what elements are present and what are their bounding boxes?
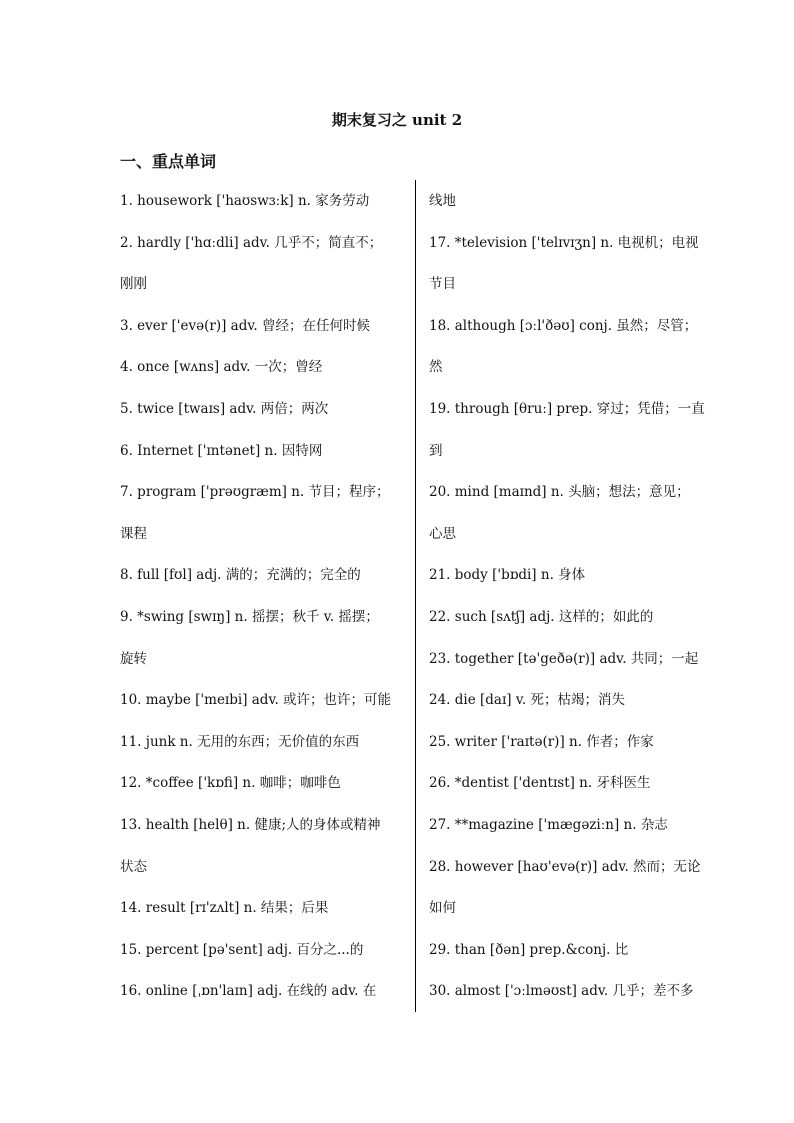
vocab-entry: 24. die [daɪ] v. 死；枯竭；消失	[429, 692, 625, 709]
vocab-entry: 18. although [ɔːl'ðəʊ] conj. 虽然；尽管；	[429, 317, 698, 334]
vocab-entry-continuation: 状态	[120, 858, 147, 875]
vocab-entry: 11. junk n. 无用的东西；无价值的东西	[120, 733, 360, 750]
vocab-entry: 10. maybe ['meɪbi] adv. 或许；也许；可能	[120, 692, 392, 709]
vocab-entry: 14. result [rɪ'zʌlt] n. 结果；后果	[120, 900, 329, 917]
vocab-entry: 20. mind [maɪnd] n. 头脑；想法；意见；	[429, 484, 690, 501]
vocab-entry: 4. once [wʌns] adv. 一次；曾经	[120, 359, 323, 376]
vocab-entry: 26. *dentist ['dentɪst] n. 牙科医生	[429, 775, 651, 792]
vocab-entry: 6. Internet ['ɪntənet] n. 因特网	[120, 442, 323, 459]
vocab-entry: 30. almost ['ɔːlməʊst] adv. 几乎；差不多	[429, 983, 694, 1000]
column-divider	[415, 180, 416, 1012]
vocab-entry: 22. such [sʌtʃ] adj. 这样的；如此的	[429, 608, 654, 625]
vocab-entry: 12. *coffee ['kɒfi] n. 咖啡；咖啡色	[120, 775, 341, 792]
vocab-entry: 19. through [θruː] prep. 穿过；凭借；一直	[429, 400, 705, 417]
vocab-entry: 13. health [helθ] n. 健康;人的身体或精神	[120, 816, 381, 833]
document-title: 期末复习之 unit 2	[331, 111, 463, 129]
vocab-entry: 7. program ['prəʊgræm] n. 节目；程序；	[120, 484, 390, 501]
vocab-entry: 5. twice [twaɪs] adv. 两倍；两次	[120, 400, 329, 417]
vocab-entry: 29. than [ðən] prep.&conj. 比	[429, 941, 629, 958]
vocab-entry: 21. body ['bɒdi] n. 身体	[429, 567, 586, 584]
vocab-entry-continuation: 节目	[429, 276, 456, 293]
vocab-entry: 8. full [fʊl] adj. 满的；充满的；完全的	[120, 567, 361, 584]
vocab-entry-continuation: 课程	[120, 525, 147, 542]
vocab-entry: 2. hardly ['hɑːdli] adv. 几乎不；简直不；	[120, 234, 383, 251]
section-heading: 一、重点单词	[120, 152, 217, 171]
vocab-entry: 25. writer ['raɪtə(r)] n. 作者；作家	[429, 733, 654, 750]
vocab-entry-continuation: 然	[429, 359, 443, 376]
vocab-entry: 15. percent [pə'sent] adj. 百分之...的	[120, 941, 364, 958]
vocab-entry-continuation: 旋转	[120, 650, 147, 667]
vocab-entry: 28. however [haʊ'evə(r)] adv. 然而；无论	[429, 858, 701, 875]
vocab-entry-continuation: 刚刚	[120, 276, 147, 293]
vocab-entry: 9. *swing [swɪŋ] n. 摇摆；秋千 v. 摇摆；	[120, 608, 379, 625]
vocab-entry: 27. **magazine ['mægəziːn] n. 杂志	[429, 816, 668, 833]
vocab-entry-continuation: 到	[429, 442, 443, 459]
vocab-entry: 1. housework ['haʊswɜːk] n. 家务劳动	[120, 193, 370, 209]
vocab-entry: 3. ever ['evə(r)] adv. 曾经；在任何时候	[120, 317, 370, 334]
vocab-entry-continuation: 如何	[429, 900, 456, 917]
vocab-entry: 17. *television ['telɪvɪʒn] n. 电视机；电视	[429, 234, 699, 251]
vocab-entry: 23. together [tə'geðə(r)] adv. 共同；一起	[429, 650, 699, 667]
vocab-entry-continuation: 心思	[429, 525, 456, 542]
vocab-column-left	[120, 181, 412, 1013]
vocab-column-right	[429, 181, 721, 1013]
vocab-entry-continuation: 线地	[429, 193, 456, 209]
vocab-entry: 16. online [ˌɒn'laɪn] adj. 在线的 adv. 在	[120, 983, 377, 1000]
